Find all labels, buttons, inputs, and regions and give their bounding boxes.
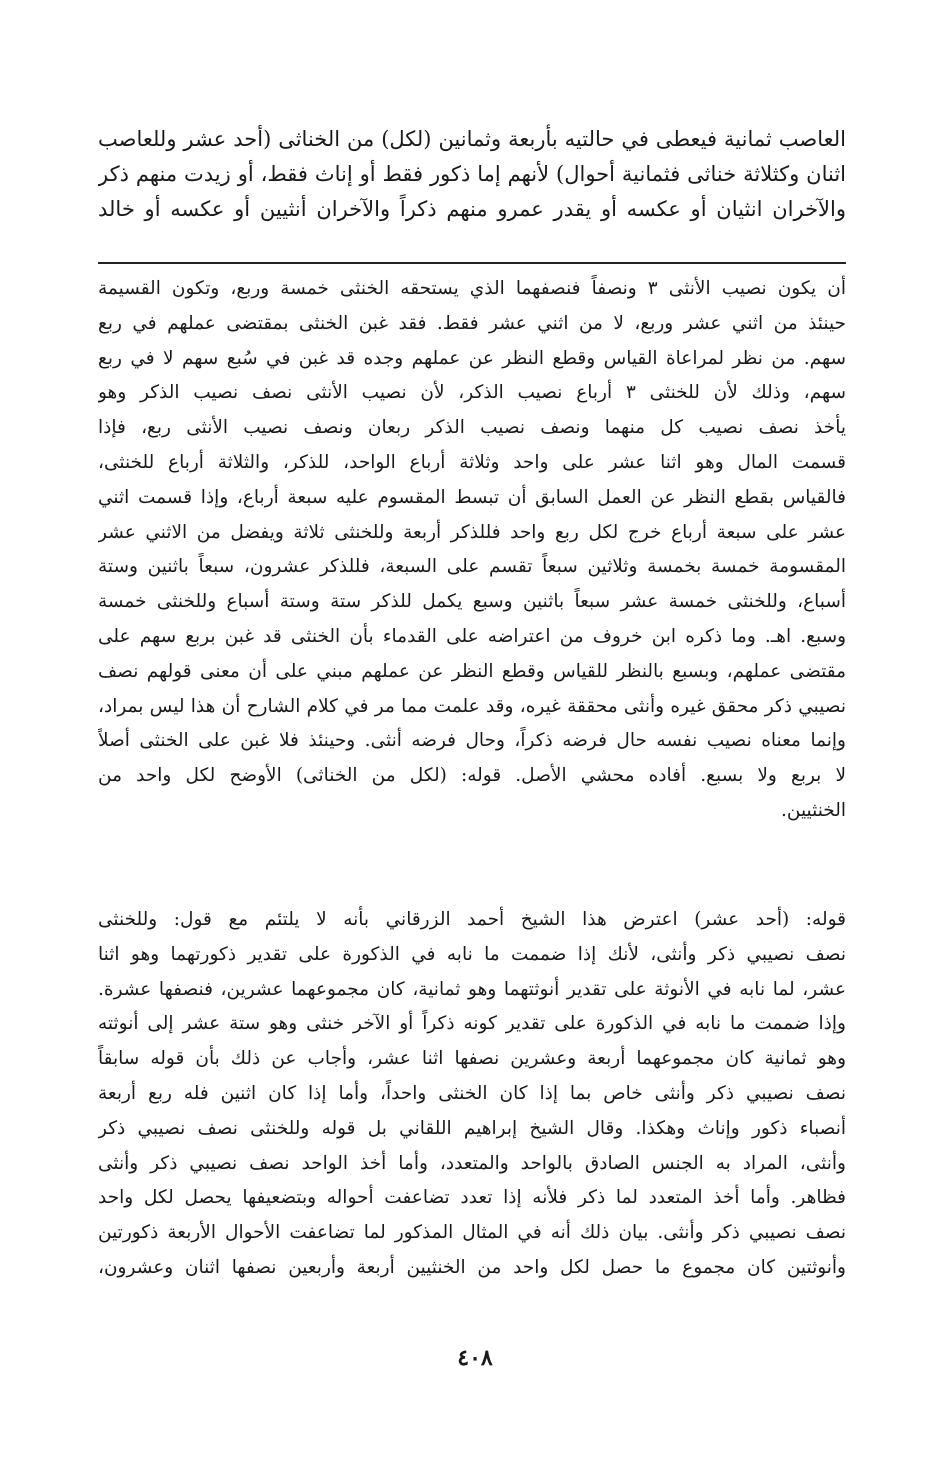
commentary-line: نصف نصيبي ذكر وأنثى. بيان ذلك أنه في المثال المذكور لما تضاعفت الأحوال الأربعة ذكورتين (98, 1222, 846, 1244)
commentary-line: وإنما معناه نصيب نفسه حال فرضه ذكراً، وحال فرضه أنثى. وحينئذ فلا غبن على الخنثى أصلاً (98, 730, 846, 752)
commentary-line: نصيبي ذكر محقق غيره وأنثى محققة غيره، وقد علمت مما مر في كلام الشارح أن هذا ليس بمراد، (98, 695, 846, 717)
commentary-line: سهم، وذلك لأن للخنثى ٣ أرباع نصيب الذكر، لأن نصيب الأنثى نصف نصيب الذكر وهو (98, 382, 846, 404)
commentary-line: أسباع، وللخنثى خمسة عشر سبعاً باثنين وسبع يكمل للذكر ستة وستة أسباع وللخنثى خمسة (98, 591, 846, 613)
commentary-block-1 (98, 272, 846, 829)
commentary-line: عشر، لما نابه في الأنوثة على تقدير أنوثتهما وهو ثمانية، كان مجموعهما عشرين، فنصفها عشرة. (98, 978, 846, 1000)
commentary-line: وأنثى، المراد به الجنس الصادق بالواحد والمتعدد، وأما أخذ الواحد نصف نصيبي ذكر وأنثى (98, 1152, 846, 1174)
commentary-line: وهو ثمانية كان مجموعهما أربعة وعشرين نصفها اثنا عشر، وأجاب عن ذلك بأن قوله سابقاً (98, 1048, 846, 1070)
commentary-block-2 (98, 903, 846, 1286)
main-text-line: العاصب ثمانية فيعطى في حالتيه بأربعة وثمانين (لكل) من الخناثى (أحد عشر وللعاصب (98, 127, 846, 151)
commentary-line: فظاهر. وأما أخذ المتعدد لما ذكر فلأنه إذا تعدد تضاعفت أحواله وبتضعيفها يحصل لكل واحد (98, 1187, 846, 1209)
commentary-line: مقتضى عملهم، وبسبع بالنظر للقياس وقطع النظر عن عملهم مبني على أن معنى قولهم نصف (98, 660, 846, 682)
commentary-line: حينئذ من اثني عشر وربع، لا من اثني عشر فقط. فقد غبن الخنثى بمقتضى عملهم في ربع (98, 312, 846, 334)
commentary-line: وأنوثتين كان مجموع ما حصل لكل واحد من الخنثيين أربعة وأربعين نصفها اثنان وعشرون، (98, 1256, 846, 1278)
commentary-line: عشر على سبعة أرباع خرج لكل ربع واحد فللذكر أربعة وللخنثى ثلاثة ويفضل من الاثني عشر (98, 521, 846, 543)
commentary-line: نصف نصيبي ذكر وأنثى خاص بما إذا كان الخنثى واحداً، وأما إذا كان اثنين فله ربع أربعة (98, 1082, 846, 1104)
commentary-line: وإذا ضممت ما نابه في الذكورة على تقدير كونه ذكراً أو الآخر خنثى وهو ستة عشر إلى أنوثته (98, 1013, 846, 1035)
commentary-line: لا بربع ولا بسبع. أفاده محشي الأصل. قوله: (لكل من الخناثى) الأوضح لكل واحد من (98, 765, 846, 787)
commentary-line: قسمت المال وهو اثنا عشر على واحد وثلاثة أرباع الواحد، للذكر، والثلاثة أرباع للخنثى، (98, 451, 846, 473)
footnote-divider (98, 262, 846, 264)
main-text-line: اثنان وكثلاثة خناثى فثمانية أحوال) لأنهم إما ذكور فقط أو إناث فقط، أو زيدت منهم ذكر (98, 162, 846, 186)
commentary-line: وسبع. اهـ. وما ذكره ابن خروف من اعتراضه على القدماء بأن الخنثى قد غبن بربع سهم على (98, 625, 846, 647)
commentary-line: نصف نصيبي ذكر وأنثى، لأنك إذا ضممت ما نابه في الذكورة على تقدير ذكورتهما وهو اثنا (98, 943, 846, 965)
commentary-line: فالقياس بقطع النظر عن العمل السابق أن تبسط المقسوم عليه سبعة أرباع، وإذا قسمت اثني (98, 486, 846, 508)
page-number: ٤٠٨ (457, 1345, 493, 1371)
commentary-line: الخنثيين. (780, 799, 846, 821)
main-text-block (98, 122, 846, 227)
commentary-line: قوله: (أحد عشر) اعترض هذا الشيخ أحمد الزرقاني بأنه لا يلتئم مع قول: وللخنثى (98, 909, 846, 930)
main-text-line: والآخران انثيان أو عكسه أو يقدر عمرو منهم ذكراً والآخران أنثيين أو عكسه أو خالد (98, 197, 846, 221)
commentary-line: يأخذ نصف نصيب كل منهما ونصف نصيب الذكر ربعان ونصف نصيب الأنثى ربع، فإذا (98, 417, 846, 439)
commentary-line: أنصباء ذكور وإناث وهكذا. وقال الشيخ إبراهيم اللقاني بل قوله وللخنثى نصف نصيبي ذكر (98, 1117, 846, 1139)
commentary-line: المقسومة خمسة بخمسة وثلاثين سبعاً تقسم على السبعة، فللذكر عشرون، سبعاً باثنين وستة (98, 556, 846, 578)
commentary-line: سهم. من نظر لمراعاة القياس وقطع النظر عن عملهم وجده قد غبن في سُبع سهم لا في ربع (98, 347, 846, 369)
commentary-line: أن يكون نصيب الأنثى ٣ ونصفاً فنصفهما الذي يستحقه الخنثى خمسة وربع، وتكون القسيمة (98, 278, 846, 299)
